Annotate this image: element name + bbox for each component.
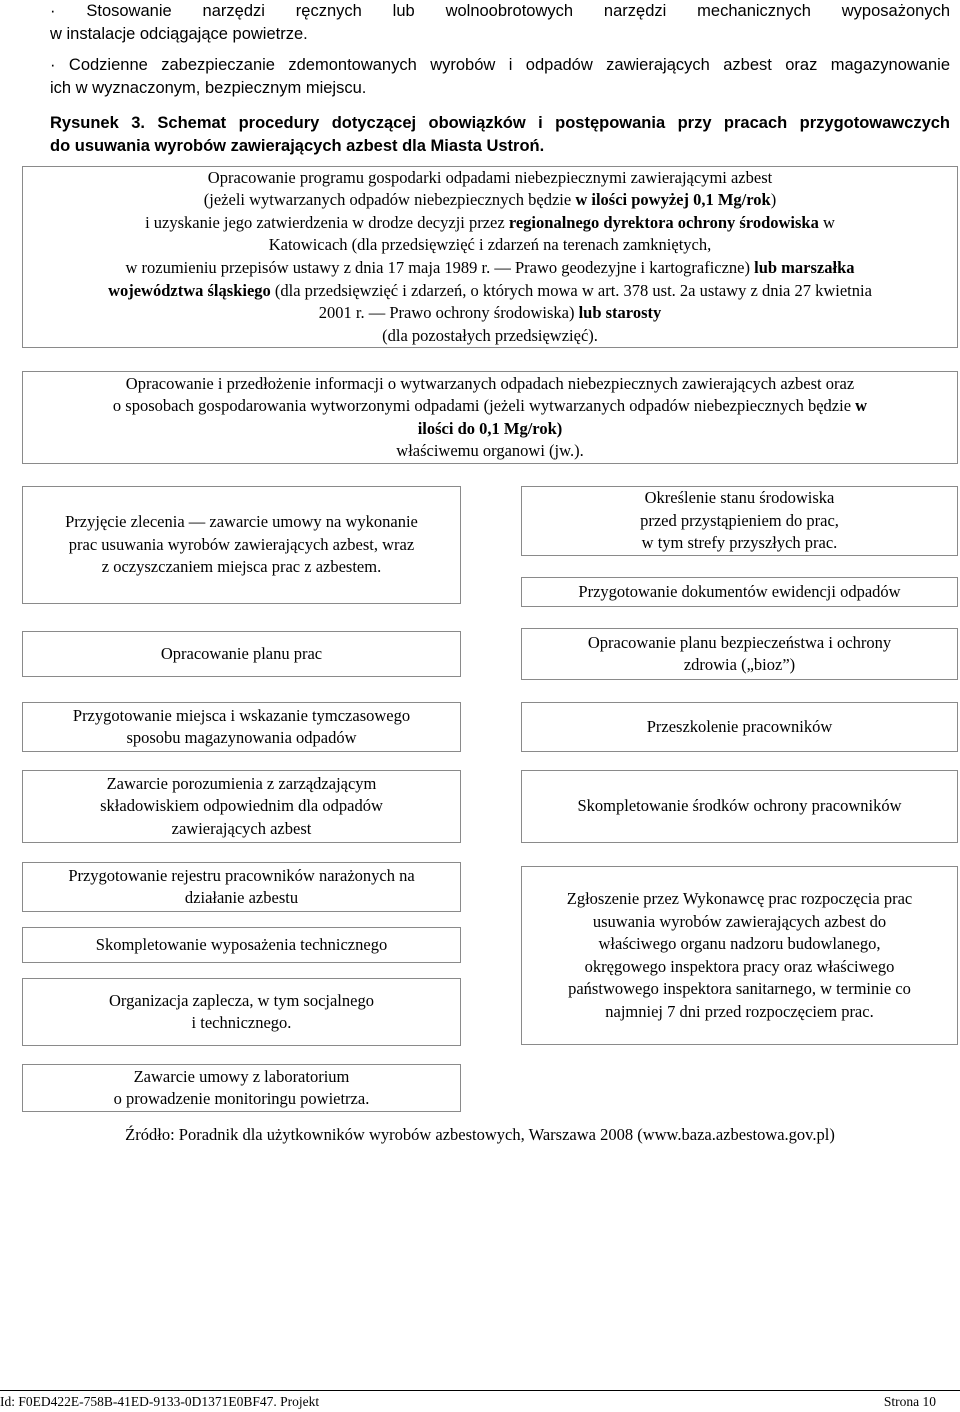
box2-line-2-a: o sposobach gospodarowania wytworzonymi odpadami (jeżeli wytwarzanych odpadów niebezpiecznych będzie [112,396,856,415]
box1-line-8: (dla pozostałych przedsięwzięć). [382,325,598,345]
right-step-bioz-plan-line-1: Opracowanie planu bezpieczeństwa i ochrony [587,632,892,652]
source-note: Źródło: Poradnik dla użytkowników wyrobów azbestowych, Warszawa 2008 (www.baza.azbestowa.gov.pl) [125,1125,835,1144]
box2-line-3: ilości do 0,1 Mg/rok) [417,418,563,438]
bullet-2-line-2: ich w wyznaczonym, bezpiecznym miejscu. [50,79,367,97]
box1-line-2-c: ) [770,190,777,210]
bullet-2-line-1: · Codzienne zabezpieczanie zdemontowanych wyrobów i odpadów zawierających azbest oraz magazynowanie [50,56,950,74]
box1-line-3-c: w [818,212,835,232]
left-step-storage-site-line-1: Przygotowanie miejsca i wskazanie tymczasowego [72,705,411,725]
page-footer [0,1390,960,1409]
left-step-technical-equipment [22,927,461,963]
program-approval-box [22,166,958,348]
right-step-work-notification-line-1: Zgłoszenie przez Wykonawcę prac rozpoczęcia prac [566,889,913,908]
box1-line-6-bold: województwa śląskiego [108,280,271,300]
figure-caption-line-2: do usuwania wyrobów zawierających azbest dla Miasta Ustroń. [50,137,545,155]
box1-line-4: Katowicach (dla przedsięwzięć i zdarzeń na terenach zamkniętych, [268,235,712,255]
box1-line-3-a: i uzyskanie jego zatwierdzenia w drodze decyzji przez [145,212,509,232]
left-step-contract-line-2: prac usuwania wyrobów zawierających azbest, wraz [68,534,415,554]
left-step-worker-register [22,862,461,912]
page-number: Strona 10 [883,1394,936,1409]
right-step-worker-training [521,702,958,752]
box1-line-3-bold: regionalnego dyrektora ochrony środowiska [508,212,819,232]
left-step-facilities-line-1: Organizacja zaplecza, w tym socjalnego [109,990,374,1010]
left-step-worker-register-line-2: działanie azbestu [184,888,299,907]
intro-bullets [50,0,950,100]
right-step-waste-records-line-1: Przygotowanie dokumentów ewidencji odpadów [578,581,901,601]
left-step-technical-equipment-line-1: Skompletowanie wyposażenia technicznego [95,934,388,954]
left-step-lab-contract [22,1064,461,1112]
right-step-worker-training-line-1: Przeszkolenie pracowników [646,716,833,736]
right-step-work-notification-line-3: właściwego organu nadzoru budowlanego, [598,934,881,953]
right-step-work-notification-line-5: państwowego inspektora sanitarnego, w terminie co [568,979,911,998]
figure-caption-line-1: Rysunek 3. Schemat procedury dotyczącej obowiązków i postępowania przy pracach przygotowawczych [50,114,950,132]
left-step-facilities [22,978,461,1046]
box1-line-7 [108,302,872,325]
left-step-lab-contract-line-2: o prowadzenie monitoringu powietrza. [113,1089,370,1108]
left-step-storage-site-line-2: sposobu magazynowania odpadów [126,728,357,747]
box1-line-7-bold: lub starosty [578,303,662,323]
right-step-waste-records [521,577,958,607]
left-step-contract-line-1: Przyjęcie zlecenia ― zawarcie umowy na wykonanie [65,512,418,532]
left-step-storage-site [22,702,461,752]
left-step-landfill-agreement [22,770,461,843]
box2-line-4: właściwemu organowi (jw.). [396,441,584,460]
box2-line-2-bold: w [855,396,868,415]
document-id: Id: F0ED422E-758B-41ED-9133-0D1371E0BF47. Projekt [0,1394,320,1409]
left-step-worker-register-line-1: Przygotowanie rejestru pracowników narażonych na [68,865,415,885]
left-step-landfill-agreement-line-2: składowiskiem odpowiednim dla odpadów [100,796,383,816]
left-step-facilities-line-2: i technicznego. [191,1013,292,1032]
right-step-environment-state [521,486,958,556]
right-step-environment-state-line-2: przed przystąpieniem do prac, [640,510,839,530]
right-step-environment-state-line-1: Określenie stanu środowiska [644,488,835,508]
box2-line-1: Opracowanie i przedłożenie informacji o wytwarzanych odpadach niebezpiecznych zawierających azbest oraz [125,373,855,393]
left-step-work-plan [22,631,461,677]
box1-line-2-a: (jeżeli wytwarzanych odpadów niebezpiecznych będzie [203,190,576,210]
left-step-contract-line-3: z oczyszczaniem miejsca prac z azbestem. [101,557,382,577]
box1-line-5-a: w rozumieniu przepisów ustawy z dnia 17 maja 1989 r. ― Prawo geodezyjne i kartograficzne) [125,258,755,277]
box1-line-2-bold: w ilości powyżej 0,1 Mg/rok [575,190,771,210]
right-step-bioz-plan [521,628,958,680]
right-step-environment-state-line-3: w tym strefy przyszłych prac. [641,533,838,553]
right-step-protective-equipment [521,770,958,843]
box1-line-1: Opracowanie programu gospodarki odpadami niebezpiecznymi zawierającymi azbest [207,167,773,187]
figure-caption [50,112,950,158]
box1-line-5-bold: lub marszałka [754,258,855,277]
information-submission-box [22,371,958,464]
right-step-work-notification-line-4: okręgowego inspektora pracy oraz właściwego [584,956,895,976]
box1-line-6-b: (dla przedsięwzięć i zdarzeń, o których mowa w art. 378 ust. 2a ustawy z dnia 27 kwietnia [270,280,872,300]
left-step-landfill-agreement-line-1: Zawarcie porozumienia z zarządzającym [106,773,377,793]
bullet-1-line-2: w instalacje odciągające powietrze. [50,25,308,43]
left-step-contract [22,486,461,604]
bullet-1-line-1: · Stosowanie narzędzi ręcznych lub wolnoobrotowych narzędzi mechanicznych wyposażonych [50,2,950,20]
right-step-work-notification [521,866,958,1045]
right-step-bioz-plan-line-2: zdrowia („bioz”) [683,655,796,674]
left-step-landfill-agreement-line-3: zawierających azbest [171,818,312,838]
left-step-lab-contract-line-1: Zawarcie umowy z laboratorium [133,1066,350,1086]
box1-line-3 [108,212,872,235]
box1-line-6 [108,280,872,303]
box1-line-5 [108,257,872,280]
right-step-protective-equipment-line-1: Skompletowanie środków ochrony pracowników [577,796,902,816]
box1-line-7-a: 2001 r. ― Prawo ochrony środowiska) [318,303,579,323]
box2-line-2 [113,395,867,418]
box1-line-2 [108,189,872,212]
left-step-work-plan-line-1: Opracowanie planu prac [160,643,323,663]
right-step-work-notification-line-2: usuwania wyrobów zawierających azbest do [592,911,887,931]
right-step-work-notification-line-6: najmniej 7 dni przed rozpoczęciem prac. [605,1001,874,1021]
